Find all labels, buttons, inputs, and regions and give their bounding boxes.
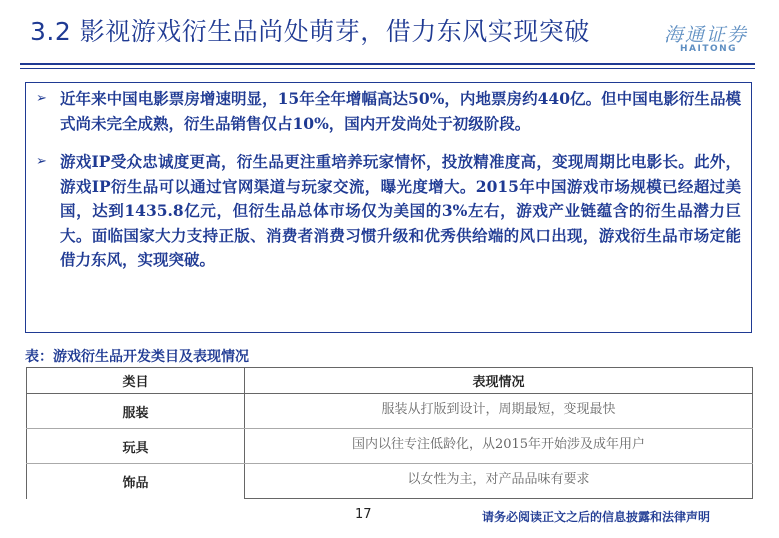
performance-cell: 国内以往专注低龄化，从2015年开始涉及成年用户 [245,429,753,464]
bullet-text-film: 近年来中国电影票房增速明显，15年全年增幅高达50%，内地票房约440亿。但中国电影衍生品模式尚未完全成熟，衍生品销售仅占10%，国内开发尚处于初级阶段。 [60,89,741,133]
table-header-row [27,368,753,394]
table-caption: 表：游戏衍生品开发类目及表现情况 [25,349,249,365]
content-box [25,82,752,333]
logo-english-text: HAITONG [680,44,738,54]
category-cell: 玩具 [27,429,245,464]
bullet-item-game [36,150,741,273]
performance-cell: 服装从打版到设计，周期最短，变现最快 [245,394,753,429]
bullet-text-game: 游戏IP受众忠诚度更高，衍生品更注重培养玩家情怀，投放精准度高，变现周期比电影长。此外，游戏IP衍生品可以通过官网渠道与玩家交流，曝光度增大。2015年中国游戏市场规模已经超过美国，达到1435.8亿元，但衍生品总体市场仅为美国的3%左右，游戏产业链蕴含的衍生品潜力巨大。面临国家大力支持正版、消费者消费习惯升级和优秀供给端的风口出现，游戏衍生品市场定能借力东风，实现突破。 [60,152,741,269]
category-cell: 饰品 [27,464,245,499]
arrow-bullet-icon: ➢ [36,91,47,106]
header-rule-thin [20,68,755,69]
performance-cell: 以女性为主，对产品品味有要求 [245,464,753,499]
table-row [27,429,753,464]
page-number: 17 [355,507,372,522]
header-rule-thick [20,63,755,65]
logo-chinese-text: 海通证券 [664,24,749,46]
derivatives-table [26,367,753,499]
arrow-bullet-icon: ➢ [36,154,47,169]
table-row [27,394,753,429]
header-category: 类目 [27,368,245,394]
bullet-item-film [36,87,741,136]
legal-disclaimer: 请务必阅读正文之后的信息披露和法律声明 [482,510,711,524]
header-performance: 表现情况 [245,368,753,394]
table-row [27,464,753,499]
category-cell: 服装 [27,394,245,429]
haitong-logo [660,20,760,58]
page-title: 3.2 影视游戏衍生品尚处萌芽，借力东风实现突破 [30,17,590,46]
